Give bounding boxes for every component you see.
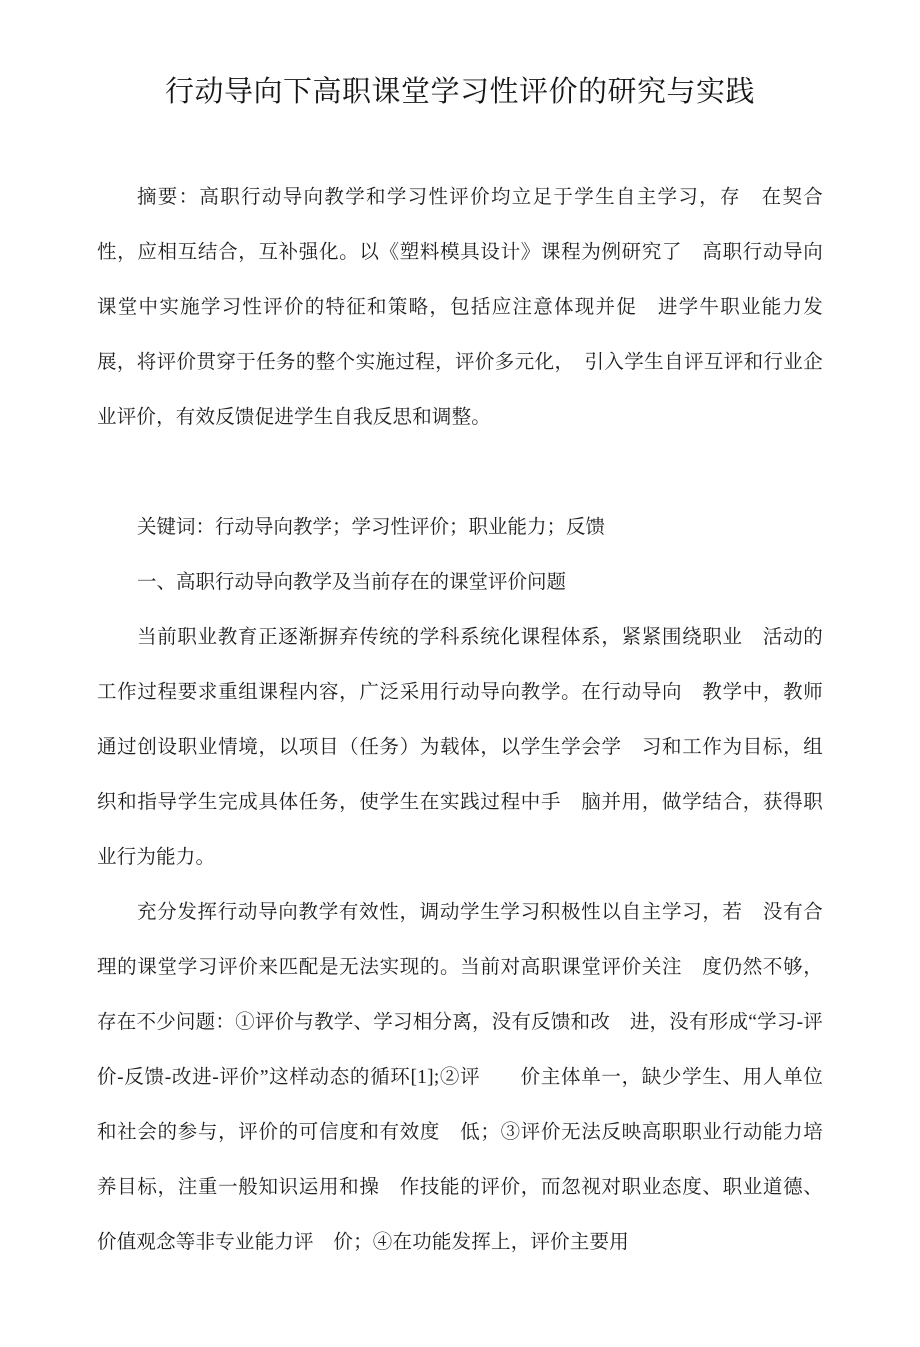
- abstract-paragraph: 摘要：高职行动导向教学和学习性评价均立足于学生自主学习，存 在契合性，应相互结合，互补强化。以《塑料模具设计》课程为例研究了 高职行动导向课堂中实施学习性评价的特征和策略，包括应注意体现并促 进学牛职业能力发展，将评价贯穿于任务的整个实施过程，评价多元化， 引入学生自评互评和行业企业评价，有效反馈促进学生自我反思和调整。: [97, 187, 823, 429]
- body-paragraph-1: 当前职业教育正逐渐摒弃传统的学科系统化课程体系，紧紧围绕职业 活动的工作过程要求重组课程内容，广泛采用行动导向教学。在行动导向 教学中，教师通过创设职业情境，以项目（任务）为载体，以学生学会学 习和工作为目标，组织和指导学生完成具体任务，使学生在实践过程中手 脑并用，做学结合，获得职业行为能力。: [97, 627, 823, 869]
- abstract-keywords-gap: [97, 445, 823, 500]
- title-spacer: [97, 110, 823, 170]
- section-heading-1: 一、高职行动导向教学及当前存在的课堂评价问题: [136, 572, 566, 594]
- body-paragraph-2: 充分发挥行动导向教学有效性，调动学生学习积极性以自主学习，若 没有合理的课堂学习评价来匹配是无法实现的。当前对高职课堂评价关注 度仍然不够，存在不少问题：①评价与教学、学习相分离，没有反馈和改 进，没有形成“学习-评价-反馈-改进-评价”这样动态的循环[1];②评 价主体单一，缺少学生、用人单位和社会的参与，评价的可信度和有效度 低；③评价无法反映高职职业行动能力培养目标，注重一般知识运用和操 作技能的评价，而忽视对职业态度、职业道德、价值观念等非专业能力评 价；④在功能发挥上，评价主要用: [97, 902, 823, 1254]
- keywords-line: 关键词：行动导向教学；学习性评价；职业能力；反馈: [136, 517, 605, 539]
- page-title: 行动导向下高职课堂学习性评价的研究与实践: [164, 76, 755, 108]
- document-content: [97, 0, 823, 1270]
